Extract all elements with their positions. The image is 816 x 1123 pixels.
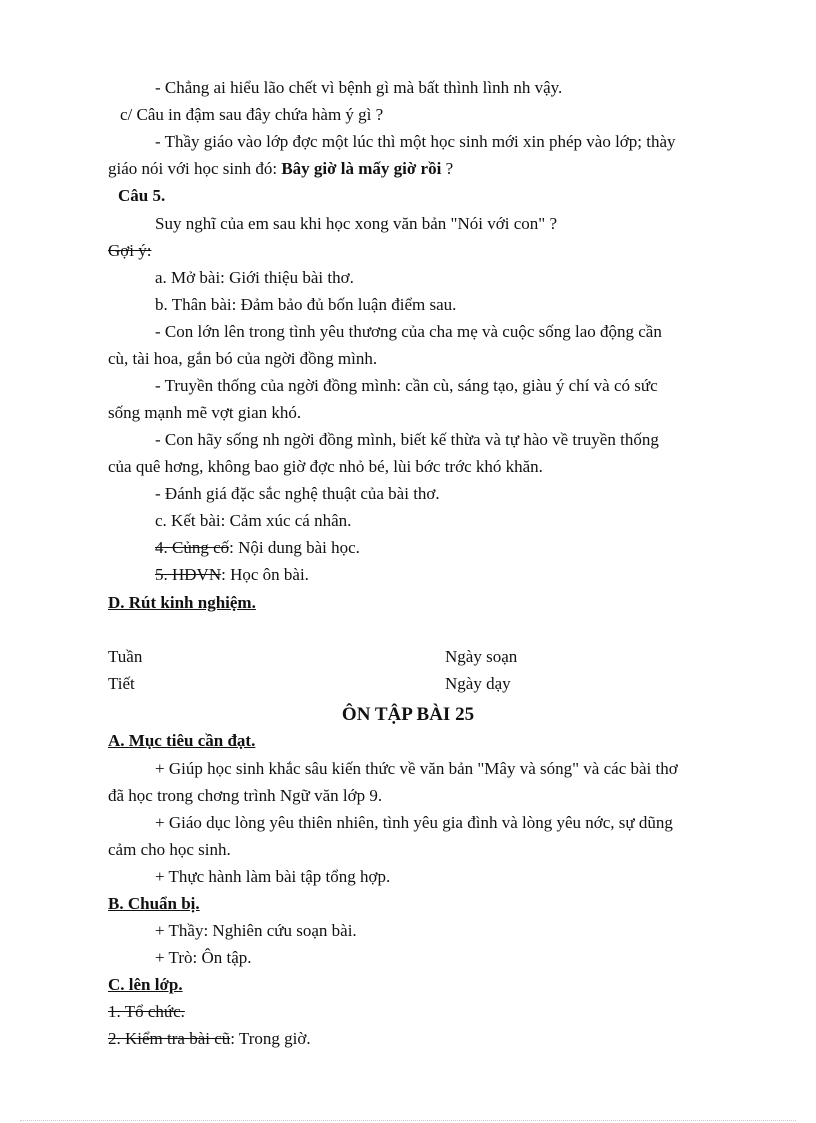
page-footer-divider [20,1120,796,1121]
text-line: đã học trong chơng trình Ngữ văn lớp 9. [108,786,383,805]
bold-quote: Bây giờ là mấy giờ rồi [281,159,442,178]
text-span: : Nội dung bài học. [229,538,360,557]
question-5-heading: Câu 5. [118,186,166,205]
homework-label: 5. HDVN [155,565,222,584]
text-line: - Truyền thống của ngời đồng mình: cần cù, sáng tạo, giàu ý chí và có sức [155,376,658,395]
text-line [108,1029,311,1049]
review-label: 2. Kiểm tra bài cũ [108,1029,231,1048]
text-span: ? [441,159,454,178]
text-line: b. Thân bài: Đảm bảo đủ bốn luận điểm sau. [155,295,457,314]
text-line: + Giúp học sinh khắc sâu kiến thức về văn bản "Mây và sóng" và các bài thơ [155,759,678,778]
text-line: + Thực hành làm bài tập tổng hợp. [155,867,391,886]
teach-date-label: Ngày dạy [445,674,511,693]
text-line [155,565,309,585]
text-line: sống mạnh mẽ vợt gian khó. [108,403,302,422]
text-line: a. Mở bài: Giới thiệu bài thơ. [155,268,354,287]
lesson-title: ÔN TẬP BÀI 25 [341,704,475,725]
section-heading: A. Mục tiêu cần đạt. [108,731,256,750]
text-line [155,538,360,558]
text-line: c. Kết bài: Cảm xúc cá nhân. [155,511,352,530]
hint-label: Gợi ý: [108,241,152,260]
text-line: - Đánh giá đặc sắc nghệ thuật của bài thơ. [155,484,440,503]
period-label: Tiết [108,674,135,693]
question-c: c/ Câu in đậm sau đây chứa hàm ý gì ? [120,105,384,124]
organization-label: 1. Tổ chức. [108,1002,185,1021]
text-line: của quê hơng, không bao giờ đợc nhỏ bé, lùi bớc trớc khó khăn. [108,457,543,476]
text-span: : Trong giờ. [230,1029,311,1048]
text-line: cù, tài hoa, gắn bó của ngời đồng mình. [108,349,378,368]
text-line [108,159,453,179]
text-line: cảm cho học sinh. [108,840,231,859]
text-line: - Con lớn lên trong tình yêu thương của cha mẹ và cuộc sống lao động cần [155,322,662,341]
section-heading: B. Chuẩn bị. [108,894,200,913]
text-span: : Học ôn bài. [221,565,309,584]
section-heading: C. lên lớp. [108,975,183,994]
text-line: + Trò: Ôn tập. [155,948,252,967]
text-line: + Giáo dục lòng yêu thiên nhiên, tình yêu gia đình và lòng yêu nớc, sự dũng [155,813,673,832]
text-span: giáo nói với học sinh đó: [108,159,282,178]
prep-date-label: Ngày soạn [445,647,518,666]
text-line: Suy nghĩ của em sau khi học xong văn bản "Nói với con" ? [155,214,557,233]
section-heading: D. Rút kinh nghiệm. [108,593,256,612]
text-line: + Thầy: Nghiên cứu soạn bài. [155,921,357,940]
text-line: - Thầy giáo vào lớp đợc một lúc thì một học sinh mới xin phép vào lớp; thày [155,132,676,151]
week-label: Tuần [108,647,143,666]
text-line: - Con hãy sống nh ngời đồng mình, biết kế thừa và tự hào về truyền thống [155,430,659,449]
text-line: - Chẳng ai hiểu lão chết vì bệnh gì mà bất thình lình nh vậy. [155,78,563,97]
consolidation-label: 4. Củng cố [155,538,230,557]
